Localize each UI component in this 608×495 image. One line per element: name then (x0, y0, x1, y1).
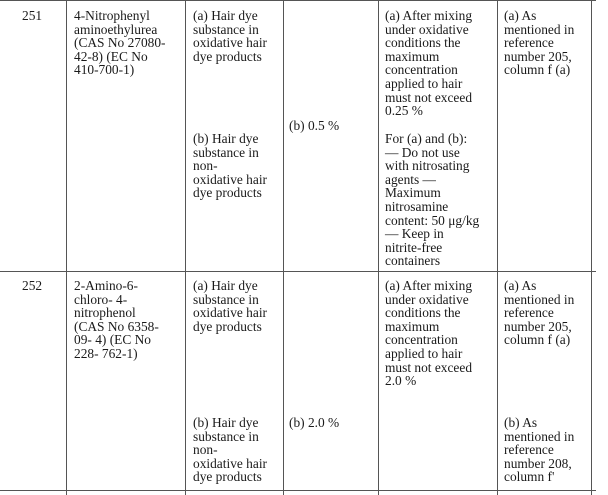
column-divider (378, 0, 379, 495)
ref-number: 251 (22, 8, 43, 23)
other-conditions-ab: For (a) and (b): — Do not use with nitrosating agents — Maximum nitrosamine content: 50 μg/kg — Keep in nitrite-free containers (385, 131, 480, 269)
product-type-a: (a) Hair dye substance in oxidative hair dye products (193, 8, 267, 64)
row-divider (0, 0, 596, 1)
row-divider (0, 271, 596, 272)
column-divider (66, 0, 67, 495)
product-type-b: (b) Hair dye substance in non- oxidative hair dye products (193, 131, 267, 201)
warnings-b: (b) As mentioned in reference number 208, column f' (504, 415, 575, 485)
column-divider (283, 0, 284, 495)
max-concentration-b: (b) 0.5 % (289, 118, 340, 133)
warnings-a: (a) As mentioned in reference number 205, column f (a) (504, 8, 575, 78)
substance-name: 4-Nitrophenyl aminoethylurea (CAS No 27080- 42-8) (EC No 410-700-1) (74, 8, 166, 78)
other-conditions-a: (a) After mixing under oxidative conditions the maximum concentration applied to hair must not exceed 2.0 % (385, 278, 473, 389)
column-divider (497, 0, 498, 495)
max-concentration-b: (b) 2.0 % (289, 415, 340, 430)
column-divider (185, 0, 186, 495)
ref-number: 252 (22, 278, 43, 293)
row-divider (0, 490, 596, 491)
other-conditions-a: (a) After mixing under oxidative conditions the maximum concentration applied to hair must not exceed 0.25 % (385, 8, 473, 119)
product-type-b: (b) Hair dye substance in non- oxidative hair dye products (193, 415, 267, 485)
substance-name: 2-Amino-6- chloro- 4- nitrophenol (CAS No 6358- 09- 4) (EC No 228- 762-1) (74, 278, 159, 361)
warnings-a: (a) As mentioned in reference number 205, column f (a) (504, 278, 575, 348)
product-type-a: (a) Hair dye substance in oxidative hair dye products (193, 278, 267, 334)
